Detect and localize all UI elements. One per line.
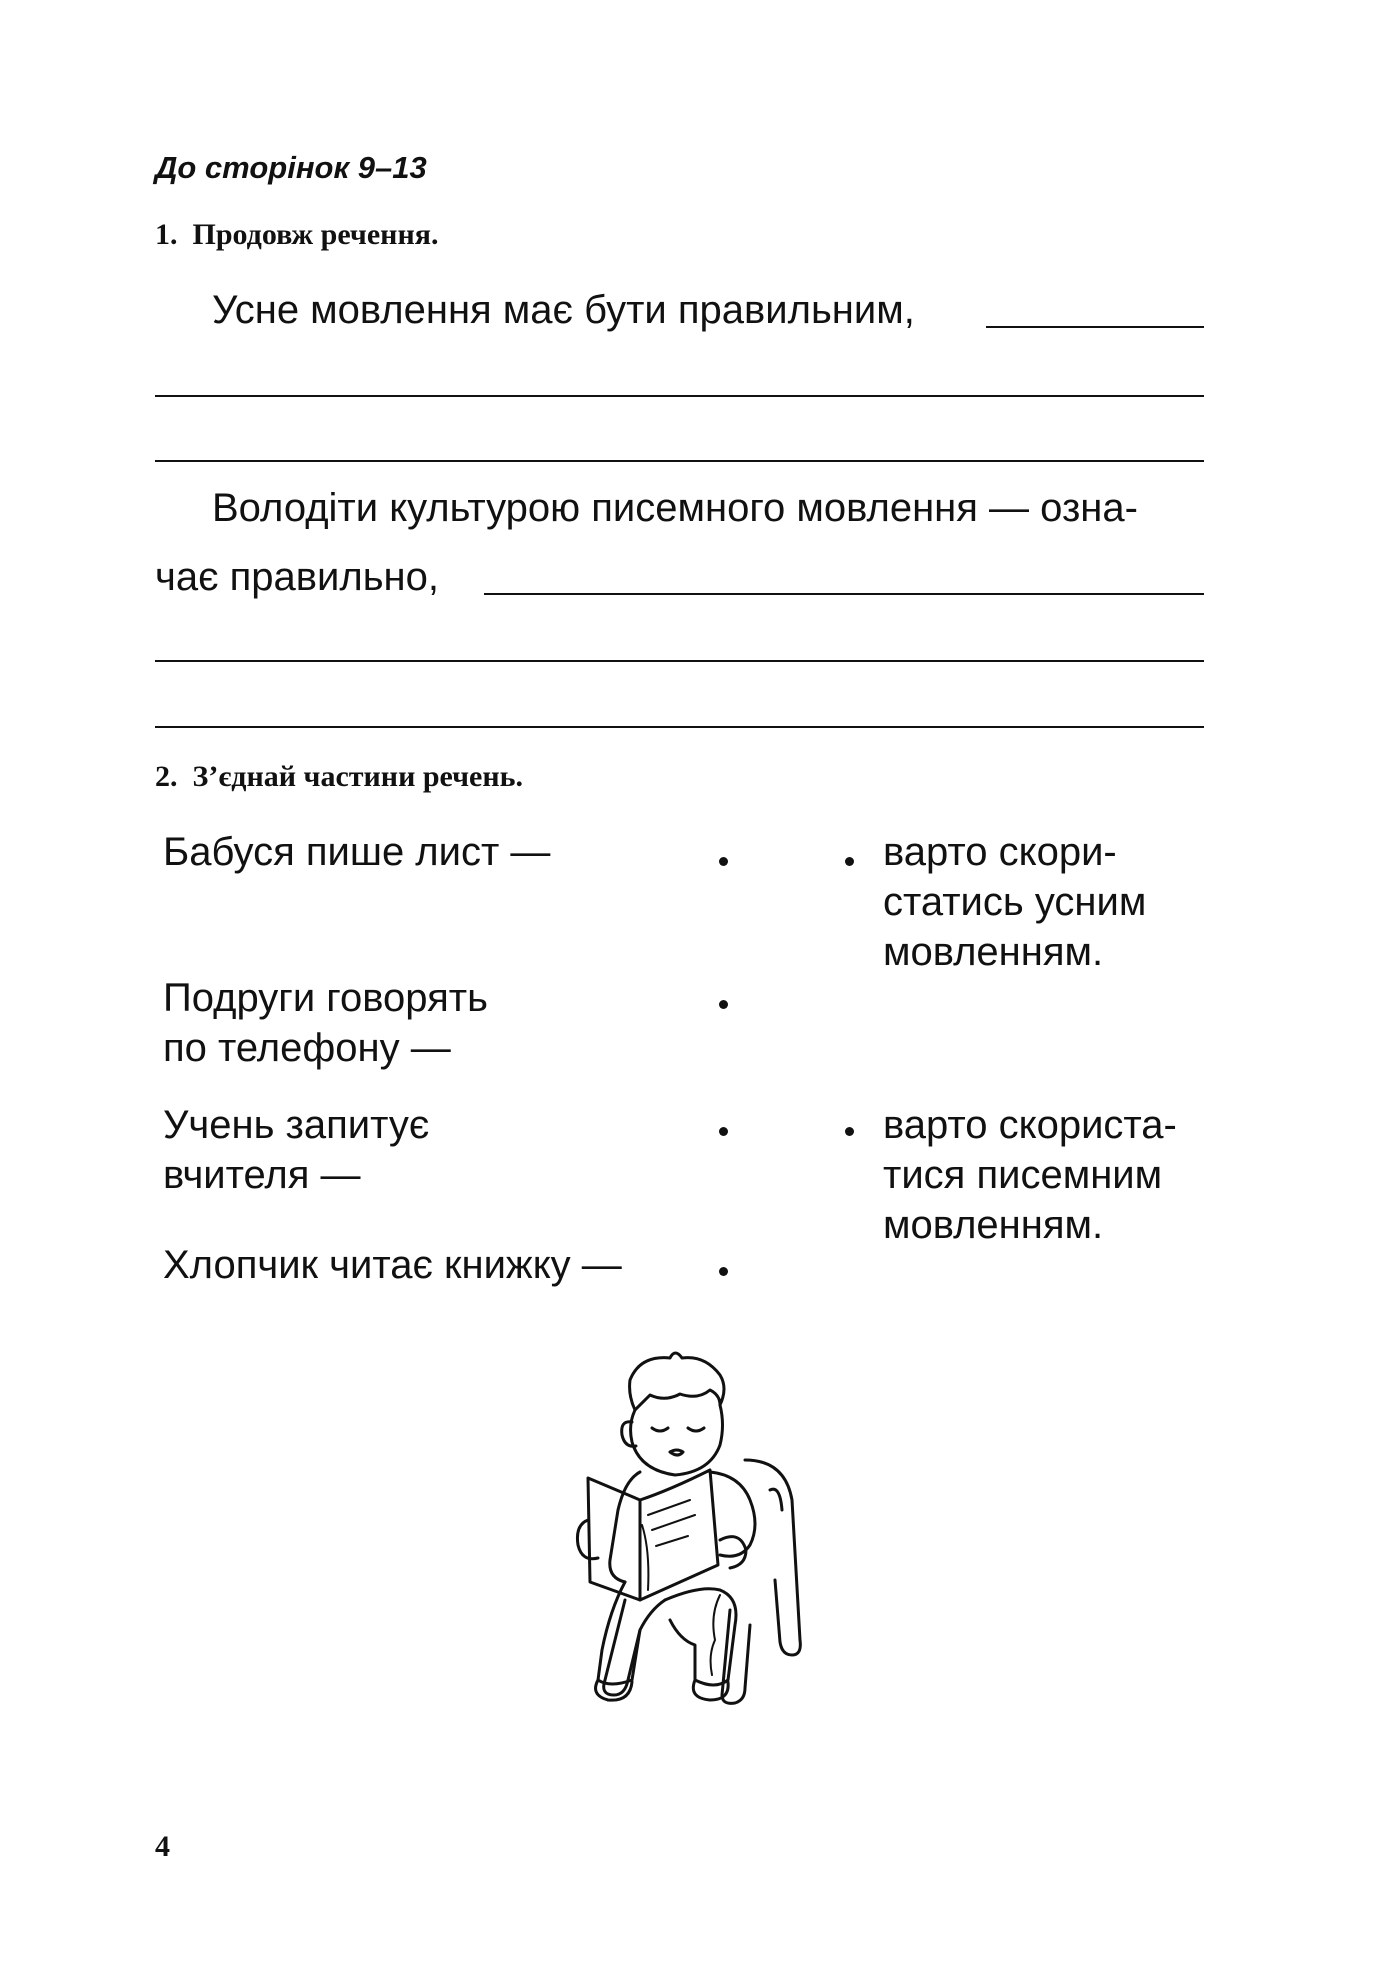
left-item-3-line2: вчителя — [163, 1153, 361, 1197]
task1-title: Продовж речення. [192, 218, 439, 251]
left-item-2-line1: Подруги говорять [163, 976, 488, 1020]
section-heading: До сторінок 9–13 [155, 150, 427, 185]
right-dot-1[interactable] [845, 857, 854, 866]
right-item-1-line2: статись усним [883, 880, 1147, 924]
right-dot-2[interactable] [845, 1127, 854, 1136]
left-dot-3[interactable] [719, 1127, 728, 1136]
right-item-1 [883, 827, 1146, 977]
answer-line-1a[interactable] [986, 326, 1204, 328]
left-item-3-line1: Учень запитує [163, 1103, 430, 1147]
left-item-1 [163, 827, 550, 877]
task1-sentence2-line1: Володіти культурою писемного мовлення — озна- [212, 486, 1138, 530]
answer-line-1c[interactable] [155, 460, 1204, 462]
left-item-4-line1: Хлопчик читає книжку — [163, 1243, 622, 1287]
page-number: 4 [155, 1830, 170, 1863]
left-item-2-line2: по телефону — [163, 1026, 451, 1070]
left-item-4 [163, 1240, 622, 1290]
answer-line-1b[interactable] [155, 395, 1204, 397]
task1-sentence1: Усне мовлення має бути правильним, [212, 288, 915, 332]
boy-reading-book-icon [570, 1350, 810, 1710]
right-item-2-line2: тися писемним [883, 1153, 1163, 1197]
right-item-2-line1: варто скориста- [883, 1103, 1177, 1147]
right-item-1-line3: мовленням. [883, 930, 1104, 974]
hair [630, 1353, 724, 1410]
right-item-1-line1: варто скори- [883, 830, 1117, 874]
left-dot-2[interactable] [719, 1000, 728, 1009]
face [631, 1405, 723, 1475]
task2-header [155, 760, 523, 794]
left-item-3 [163, 1100, 429, 1200]
right-item-2 [883, 1100, 1177, 1250]
chair-leg-left [604, 1600, 640, 1695]
right-item-2-line3: мовленням. [883, 1203, 1104, 1247]
answer-line-2c[interactable] [155, 726, 1204, 728]
task1-number: 1. [155, 218, 178, 251]
left-item-2 [163, 973, 488, 1073]
task2-title: З’єднай частини речень. [192, 760, 523, 793]
left-dot-1[interactable] [719, 857, 728, 866]
task1-header [155, 218, 438, 252]
answer-line-2a[interactable] [484, 593, 1204, 595]
task2-number: 2. [155, 760, 178, 793]
left-item-1-line1: Бабуся пише лист — [163, 830, 551, 874]
answer-line-2b[interactable] [155, 660, 1204, 662]
left-dot-4[interactable] [719, 1267, 728, 1276]
task1-sentence2-line2: чає правильно, [155, 555, 439, 599]
